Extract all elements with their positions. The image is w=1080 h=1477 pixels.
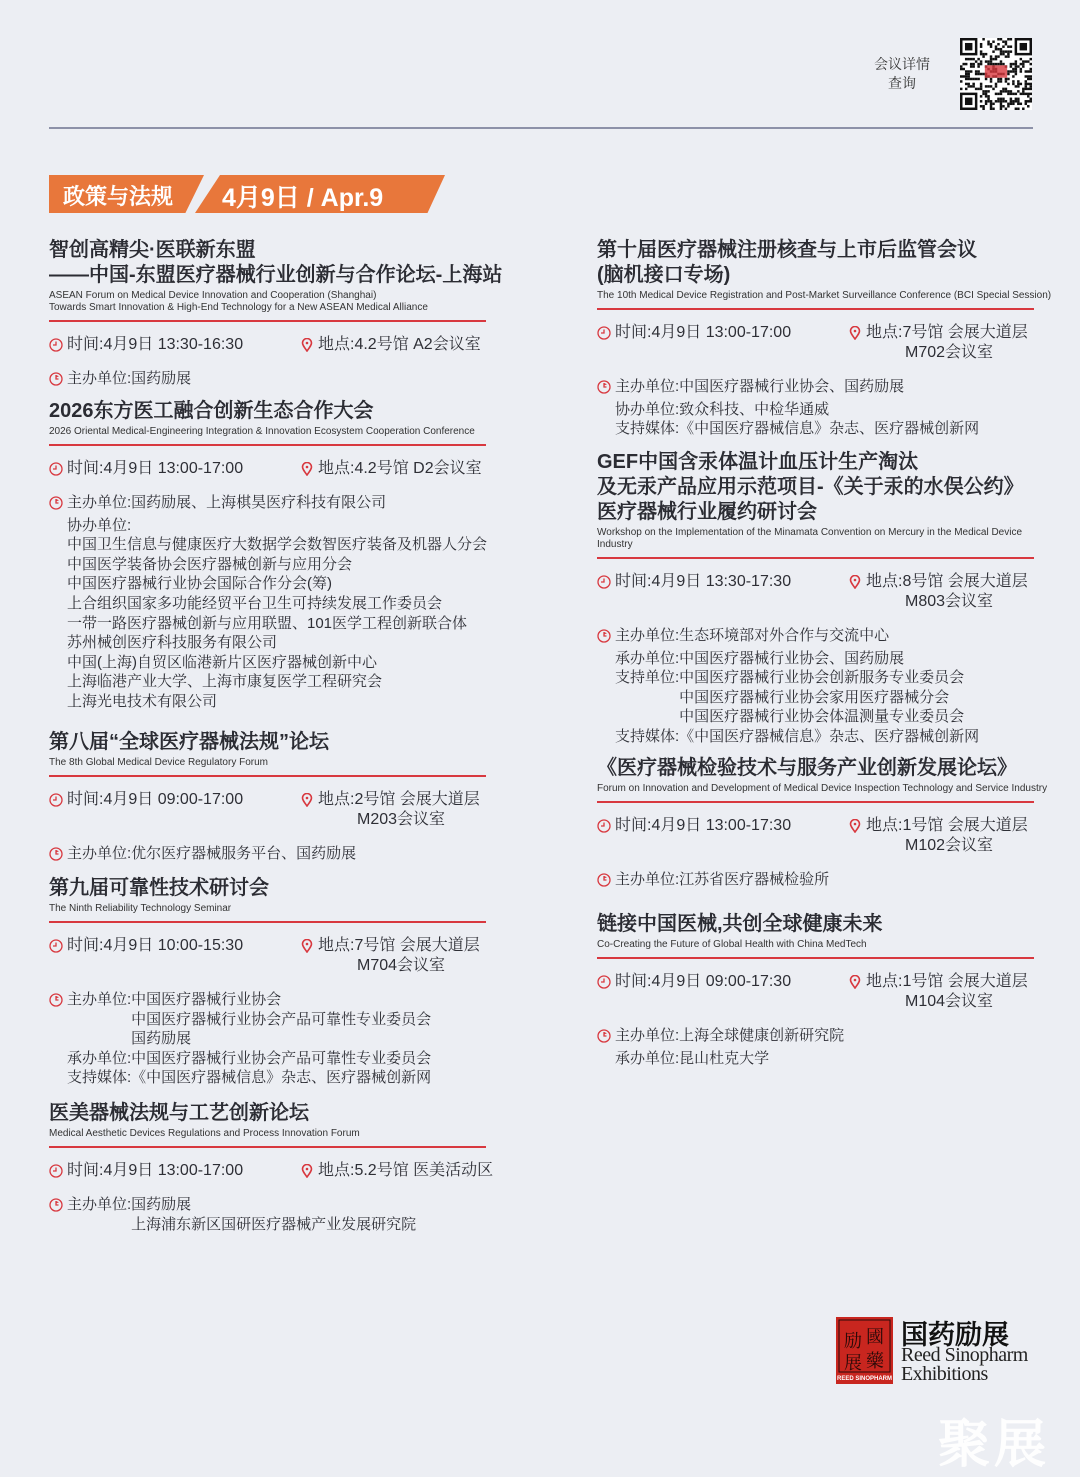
banner-date: 4月9日 / Apr.9	[222, 184, 384, 212]
session-location-text	[318, 1161, 493, 1181]
organizer-row	[597, 377, 1057, 400]
session-location-line: M803会议室	[905, 593, 994, 610]
svg-text:藥: 藥	[866, 1351, 884, 1372]
session-title: 第十届医疗器械注册核查与上市后监管会议	[597, 239, 977, 261]
session-location-line: 地点:4.2号馆 D2会议室	[318, 460, 482, 477]
session-location-line: M102会议室	[905, 837, 994, 854]
organizer-row	[49, 369, 509, 392]
organizer-value: 中国医疗器械行业协会家用医疗器械分会	[679, 688, 950, 706]
session-meta	[49, 335, 509, 355]
session-meta	[49, 459, 509, 479]
organizer-row	[49, 1049, 509, 1069]
qr-caption-line: 会议详情	[874, 56, 930, 72]
clock-icon	[597, 975, 611, 989]
session-english-line: 2026 Oriental Medical-Engineering Integration & Innovation Ecosystem Cooperation Conference	[49, 426, 475, 437]
organizer-icon-slot	[49, 1068, 67, 1088]
organizer-values	[679, 400, 829, 420]
organizer-label: 主办单位:	[67, 370, 132, 387]
session-english-title	[49, 1128, 489, 1140]
session-location-text	[866, 572, 1028, 612]
organizer-row	[49, 990, 509, 1049]
organizer-row	[597, 870, 1057, 893]
organizer-icon-slot	[49, 990, 67, 1049]
organizer-label: 承办单位:	[615, 1049, 680, 1067]
organizer-value: 中国医疗器械行业协会产品可靠性专业委员会	[131, 1010, 432, 1028]
session-card	[49, 1101, 509, 1234]
session-title: 医美器械法规与工艺创新论坛	[49, 1102, 309, 1124]
clock-icon	[597, 326, 611, 340]
organizer-flag-icon	[49, 993, 63, 1007]
session-location	[848, 323, 1028, 363]
session-meta	[49, 936, 509, 976]
organizer-value: 上海光电技术有限公司	[67, 692, 218, 710]
session-location-text	[318, 936, 480, 976]
organizer-value: 中国(上海)自贸区临港新片区医疗器械创新中心	[67, 653, 377, 671]
session-time-text: 时间:4月9日 09:00-17:30	[615, 973, 792, 990]
session-location	[300, 790, 480, 830]
session-location-line: M704会议室	[357, 957, 446, 974]
organizer-icon-slot	[597, 727, 615, 747]
session-meta	[49, 790, 509, 830]
session-location	[300, 459, 482, 479]
session-location-text	[318, 459, 482, 479]
session-location-line: 地点:1号馆 会展大道层	[866, 973, 1028, 990]
organizer-values	[679, 419, 979, 439]
organizer-label: 协办单位:	[67, 516, 132, 534]
session-location	[300, 335, 481, 355]
organizer-label: 支持媒体:	[615, 420, 680, 438]
organizer-values	[131, 1068, 431, 1088]
organizer-value: 上海浦东新区国研医疗器械产业发展研究院	[131, 1215, 417, 1233]
location-pin-icon	[848, 326, 862, 340]
session-english-title	[49, 903, 489, 915]
organizer-values	[679, 649, 904, 669]
session-location	[848, 572, 1028, 612]
session-english-title	[49, 290, 489, 314]
session-location-line: 地点:1号馆 会展大道层	[866, 817, 1028, 834]
session-meta	[49, 1161, 509, 1181]
organizer-row	[597, 1026, 1057, 1049]
organizer-value: 《中国医疗器械信息》杂志、医疗器械创新网	[679, 727, 980, 745]
session-english-line: Workshop on the Implementation of the Minamata Convention on Mercury in the Medical Device Industry	[597, 527, 1023, 550]
organizer-flag-icon	[49, 1198, 63, 1212]
organizer-row	[597, 1049, 1057, 1069]
organizer-value: 昆山杜克大学	[679, 1049, 770, 1067]
organizer-label: 主办单位:	[67, 494, 132, 511]
session-time-text: 时间:4月9日 13:00-17:00	[615, 324, 792, 341]
session-divider	[597, 801, 1034, 803]
organizer-value: 中国医疗器械行业协会创新服务专业委员会	[679, 669, 965, 687]
organizer-label: 主办单位:	[615, 378, 680, 395]
session-card	[597, 238, 1057, 439]
session-meta	[597, 816, 1057, 856]
organizer-icon-slot	[597, 400, 615, 420]
session-location-line: 地点:2号馆 会展大道层	[318, 791, 480, 808]
session-title: 《医疗器械检验技术与服务产业创新发展论坛》	[597, 757, 1017, 779]
session-organizers	[597, 377, 1057, 439]
organizer-flag-icon	[597, 629, 611, 643]
qr-code[interactable]	[960, 38, 1032, 110]
session-english-title	[49, 757, 489, 769]
organizer-values	[679, 1026, 844, 1049]
session-card	[597, 450, 1057, 747]
organizer-values	[131, 990, 431, 1049]
organizer-flag-icon	[597, 1029, 611, 1043]
svg-text:励: 励	[844, 1331, 862, 1352]
session-location-line: 地点:8号馆 会展大道层	[866, 573, 1028, 590]
organizer-values	[131, 493, 386, 516]
organizer-label: 承办单位:	[67, 1049, 132, 1067]
session-english-line: The 8th Global Medical Device Regulatory Forum	[49, 757, 268, 768]
organizer-value: 国药励展	[131, 1196, 192, 1213]
location-pin-icon	[300, 1164, 314, 1178]
clock-icon	[597, 575, 611, 589]
session-time	[49, 459, 300, 479]
session-time	[49, 790, 300, 830]
organizer-values	[131, 1195, 416, 1234]
session-title: 及无汞产品应用示范项目-《关于汞的水俣公约》	[597, 476, 1024, 498]
session-english-line: The Ninth Reliability Technology Seminar	[49, 903, 232, 914]
organizer-value: 致众科技、中检华通威	[679, 400, 830, 418]
organizer-value: 苏州械创医疗科技服务有限公司	[67, 634, 278, 652]
organizer-values	[679, 377, 904, 400]
clock-icon	[49, 939, 63, 953]
session-location	[300, 1161, 493, 1181]
organizer-icon-slot	[597, 870, 615, 893]
session-divider	[597, 957, 1034, 959]
organizer-label: 主办单位:	[615, 627, 680, 644]
clock-icon	[49, 793, 63, 807]
organizer-icon-slot	[49, 1195, 67, 1234]
session-time-text: 时间:4月9日 13:00-17:00	[67, 460, 244, 477]
session-time	[597, 572, 848, 612]
organizer-icon-slot	[597, 668, 615, 727]
organizer-value: 中国医疗器械行业协会体温测量专业委员会	[679, 708, 965, 726]
organizer-icon-slot	[597, 649, 615, 669]
session-divider	[49, 1146, 486, 1148]
session-time-text: 时间:4月9日 10:00-15:30	[67, 937, 244, 954]
session-meta	[597, 572, 1057, 612]
organizer-icon-slot	[597, 1049, 615, 1069]
organizer-block	[67, 516, 487, 712]
organizer-value: 中国医疗器械行业协会产品可靠性专业委员会	[131, 1049, 432, 1067]
organizer-value: 生态环境部对外合作与交流中心	[679, 627, 890, 644]
organizer-label: 主办单位:	[615, 871, 680, 888]
organizer-value: 一带一路医疗器械创新与应用联盟、101医学工程创新联合体	[67, 614, 468, 632]
location-pin-icon	[848, 975, 862, 989]
logo-name-cn: 国药励展	[901, 1320, 1009, 1350]
organizer-row	[597, 727, 1057, 747]
organizer-label: 支持媒体:	[615, 727, 680, 745]
logo-seal	[836, 1317, 893, 1384]
session-location-text	[318, 790, 480, 830]
location-pin-icon	[300, 338, 314, 352]
session-location-text	[866, 323, 1028, 363]
session-english-title	[597, 290, 1057, 302]
organizer-label: 协办单位:	[615, 400, 680, 418]
organizer-value: 《中国医疗器械信息》杂志、医疗器械创新网	[679, 420, 980, 438]
session-location	[848, 972, 1028, 1012]
organizer-values	[679, 1049, 769, 1069]
location-pin-icon	[300, 939, 314, 953]
session-organizers	[49, 990, 509, 1088]
organizer-row	[597, 400, 1057, 420]
session-organizers	[49, 844, 509, 867]
session-card	[597, 756, 1057, 893]
organizer-label: 主办单位:	[67, 1196, 132, 1213]
session-organizers	[49, 493, 509, 712]
organizer-value: 中国医疗器械行业协会	[131, 991, 282, 1008]
session-location-line: 地点:7号馆 会展大道层	[318, 937, 480, 954]
session-location-line: M104会议室	[905, 993, 994, 1010]
organizer-values	[679, 727, 979, 747]
organizer-value: 中国卫生信息与健康医疗大数据学会数智医疗装备及机器人分会	[67, 536, 488, 554]
session-divider	[49, 444, 486, 446]
organizer-flag-icon	[597, 380, 611, 394]
session-title: ——中国-东盟医疗器械行业创新与合作论坛-上海站	[49, 264, 503, 286]
organizer-icon-slot	[597, 1026, 615, 1049]
logo-en-line: Reed Sinopharm	[901, 1344, 1028, 1366]
organizer-icon-slot	[49, 493, 67, 516]
session-time	[49, 936, 300, 976]
session-meta	[597, 972, 1057, 1012]
organizer-icon-slot	[49, 369, 67, 392]
session-organizers	[597, 626, 1057, 747]
location-pin-icon	[848, 575, 862, 589]
organizer-row	[49, 1068, 509, 1088]
banner-category: 政策与法规	[63, 184, 174, 209]
session-time-text: 时间:4月9日 13:00-17:30	[615, 817, 792, 834]
qr-caption	[862, 55, 942, 93]
organizer-label: 支持单位:	[615, 669, 680, 687]
organizer-value: 中国医疗器械行业协会、国药励展	[679, 649, 905, 667]
session-meta	[597, 323, 1057, 363]
location-pin-icon	[848, 819, 862, 833]
organizer-icon-slot	[597, 419, 615, 439]
clock-icon	[49, 462, 63, 476]
organizer-label: 主办单位:	[615, 1027, 680, 1044]
session-location-text	[866, 816, 1028, 856]
session-title: GEF中国含汞体温计血压计生产淘汰	[597, 451, 919, 473]
organizer-icon-slot	[49, 1049, 67, 1069]
session-time-text: 时间:4月9日 09:00-17:00	[67, 791, 244, 808]
logo-en-line: Exhibitions	[901, 1363, 988, 1385]
organizer-row	[49, 516, 509, 712]
organizer-values	[679, 668, 964, 727]
session-time	[597, 323, 848, 363]
session-divider	[597, 308, 1034, 310]
organizer-row	[49, 493, 509, 516]
session-organizers	[597, 870, 1057, 893]
clock-icon	[49, 1164, 63, 1178]
organizer-value: 上合组织国家多功能经贸平台卫生可持续发展工作委员会	[67, 594, 443, 612]
svg-text:REED SINOPHARM: REED SINOPHARM	[836, 1376, 893, 1382]
session-card	[49, 730, 509, 867]
session-english-line: Medical Aesthetic Devices Regulations and Process Innovation Forum	[49, 1128, 360, 1139]
organizer-value: 优尔医疗器械服务平台、国药励展	[131, 845, 357, 862]
organizer-row	[597, 419, 1057, 439]
session-location-text	[318, 335, 481, 355]
session-time-text: 时间:4月9日 13:30-16:30	[67, 336, 244, 353]
organizer-row	[49, 1195, 509, 1234]
organizer-label: 支持媒体:	[67, 1069, 132, 1087]
session-english-line: The 10th Medical Device Registration and Post-Market Surveillance Conference (BCI Special Session)	[597, 290, 1052, 301]
organizer-value: 国药励展	[131, 370, 192, 387]
session-title: 智创高精尖·医联新东盟	[49, 239, 256, 261]
organizer-value: 《中国医疗器械信息》杂志、医疗器械创新网	[131, 1069, 432, 1087]
organizer-value: 国药励展、上海棋昊医疗科技有限公司	[131, 494, 387, 511]
organizer-icon-slot	[49, 516, 67, 712]
session-card	[49, 399, 509, 712]
session-english-title	[597, 939, 1057, 951]
svg-text:展: 展	[844, 1353, 862, 1374]
session-time-text: 时间:4月9日 13:30-17:30	[615, 573, 792, 590]
organizer-row	[597, 626, 1057, 649]
session-title: 链接中国医械,共创全球健康未来	[597, 913, 883, 935]
organizer-icon-slot	[597, 377, 615, 400]
session-title: (脑机接口专场)	[597, 264, 731, 286]
session-time	[597, 972, 848, 1012]
session-english-line: Co-Creating the Future of Global Health with China MedTech	[597, 939, 867, 950]
organizer-flag-icon	[597, 873, 611, 887]
session-location	[848, 816, 1028, 856]
session-divider	[49, 775, 486, 777]
organizer-values	[131, 844, 356, 867]
session-english-title	[597, 783, 1057, 795]
session-time-text: 时间:4月9日 13:00-17:00	[67, 1162, 244, 1179]
session-english-title	[49, 426, 489, 438]
location-pin-icon	[300, 462, 314, 476]
qr-caption-line: 查询	[888, 75, 916, 91]
clock-icon	[597, 819, 611, 833]
organizer-flag-icon	[49, 847, 63, 861]
session-location-line: 地点:4.2号馆 A2会议室	[318, 336, 481, 353]
header-divider	[49, 127, 1033, 129]
organizer-label: 承办单位:	[615, 649, 680, 667]
session-time	[597, 816, 848, 856]
session-time	[49, 1161, 300, 1181]
organizer-flag-icon	[49, 496, 63, 510]
location-pin-icon	[300, 793, 314, 807]
logo-name-en	[901, 1346, 1028, 1384]
organizer-value: 国药励展	[131, 1030, 192, 1048]
session-location	[300, 936, 480, 976]
session-english-line: ASEAN Forum on Medical Device Innovation and Cooperation (Shanghai)	[49, 290, 377, 301]
watermark: 聚展	[938, 1416, 1051, 1474]
session-card	[597, 912, 1057, 1068]
session-divider	[49, 921, 486, 923]
organizer-value: 中国医疗器械行业协会、国药励展	[679, 378, 905, 395]
session-title: 第八届“全球医疗器械法规”论坛	[49, 731, 329, 753]
organizer-values	[131, 369, 191, 392]
clock-icon	[49, 338, 63, 352]
session-time	[49, 335, 300, 355]
session-divider	[597, 557, 1034, 559]
session-location-line: M203会议室	[357, 811, 446, 828]
organizer-row	[597, 649, 1057, 669]
organizer-value: 中国医疗器械行业协会国际合作分会(筹)	[67, 575, 332, 593]
session-organizers	[49, 1195, 509, 1234]
organizer-icon-slot	[49, 844, 67, 867]
session-location-line: 地点:7号馆 会展大道层	[866, 324, 1028, 341]
session-location-line: 地点:5.2号馆 医美活动区	[318, 1162, 494, 1179]
session-location-line: M702会议室	[905, 344, 994, 361]
organizer-values	[131, 1049, 431, 1069]
organizer-value: 上海全球健康创新研究院	[679, 1027, 845, 1044]
session-english-line: Forum on Innovation and Development of Medical Device Inspection Technology and Service Industry	[597, 783, 1048, 794]
session-card	[49, 876, 509, 1088]
session-title: 第九届可靠性技术研讨会	[49, 877, 269, 899]
session-card	[49, 238, 509, 392]
organizer-icon-slot	[597, 626, 615, 649]
session-title: 2026东方医工融合创新生态合作大会	[49, 400, 374, 422]
organizer-values	[679, 870, 829, 893]
organizer-label: 主办单位:	[67, 845, 132, 862]
session-organizers	[597, 1026, 1057, 1068]
session-english-title	[597, 527, 1057, 551]
svg-text:國: 國	[866, 1327, 884, 1348]
organizer-row	[49, 844, 509, 867]
organizer-row	[597, 668, 1057, 727]
organizer-values	[679, 626, 889, 649]
session-organizers	[49, 369, 509, 392]
organizer-value: 上海临港产业大学、上海市康复医学工程研究会	[67, 673, 383, 691]
organizer-value: 江苏省医疗器械检验所	[679, 871, 830, 888]
organizer-flag-icon	[49, 372, 63, 386]
session-title: 医疗器械行业履约研讨会	[597, 501, 817, 523]
session-english-line: Towards Smart Innovation & High-End Technology for a New ASEAN Medical Alliance	[49, 302, 428, 313]
session-divider	[49, 320, 486, 322]
section-banner	[49, 175, 449, 213]
organizer-label: 主办单位:	[67, 991, 132, 1008]
session-location-text	[866, 972, 1028, 1012]
organizer-value: 中国医学装备协会医疗器械创新与应用分会	[67, 555, 353, 573]
